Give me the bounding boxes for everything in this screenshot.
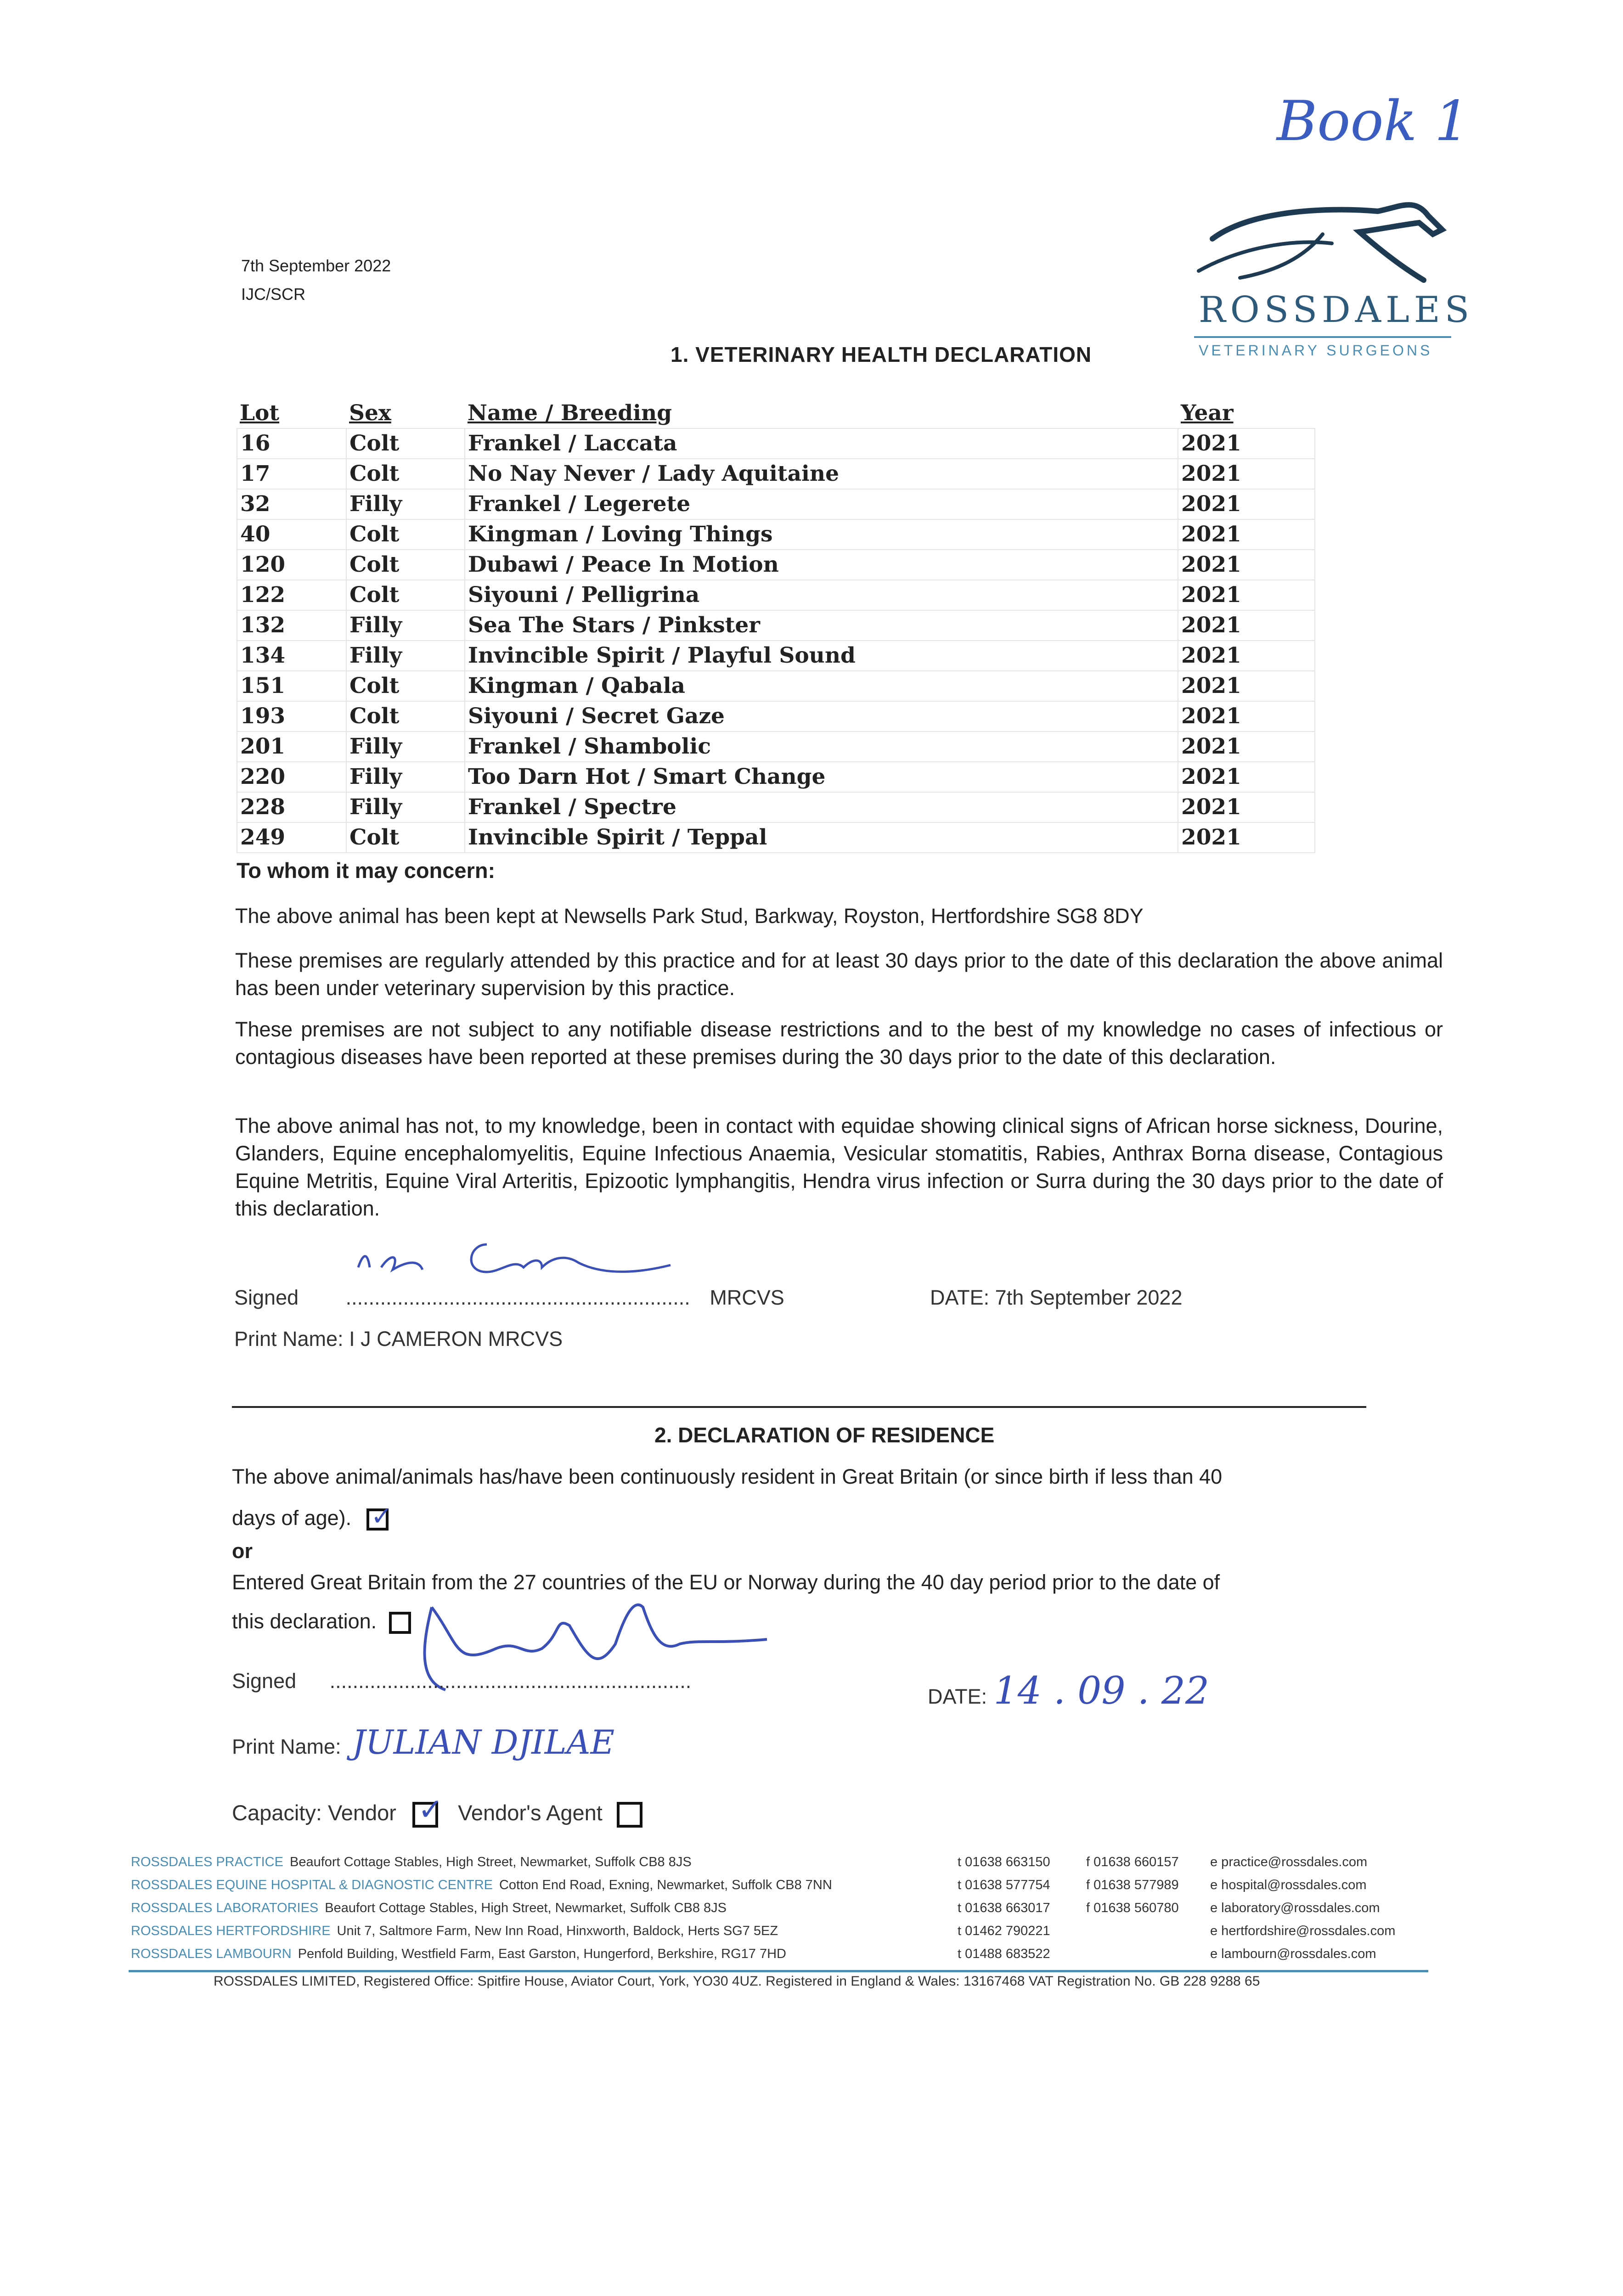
lot-cell: 151 <box>237 671 346 701</box>
footer-email[interactable]: e practice@rossdales.com <box>1210 1855 1368 1869</box>
year-cell: 2021 <box>1178 732 1315 762</box>
lot-cell: 40 <box>237 519 346 550</box>
name-breeding-cell: No Nay Never / Lady Aquitaine <box>465 459 1178 489</box>
footer-phone: t 01638 577754 <box>958 1878 1050 1892</box>
name-breeding-cell: Siyouni / Secret Gaze <box>465 701 1178 732</box>
footer-row <box>131 1942 1431 1965</box>
name-breeding-cell: Dubawi / Peace In Motion <box>465 550 1178 580</box>
name-breeding-cell: Frankel / Laccata <box>465 428 1178 459</box>
footer-phone: t 01488 683522 <box>958 1947 1050 1961</box>
name-breeding-cell: Frankel / Legerete <box>465 489 1178 519</box>
footer-address: Beaufort Cottage Stables, High Street, Newmarket, Suffolk CB8 8JS <box>325 1901 727 1915</box>
vet-print-name: Print Name: I J CAMERON MRCVS <box>234 1327 563 1351</box>
table-row <box>237 428 1315 459</box>
signed-suffix: MRCVS <box>710 1286 784 1309</box>
footer-phone: t 01638 663017 <box>958 1901 1050 1915</box>
footer-registered: ROSSDALES LIMITED, Registered Office: Spitfire House, Aviator Court, York, YO30 4UZ. Registered in England & Wales: 13167468 VAT Registration No. GB 228 9288 65 <box>214 1974 1260 1989</box>
lots-table <box>237 399 1315 853</box>
lot-cell: 120 <box>237 550 346 580</box>
table-row <box>237 762 1315 792</box>
footer-phone: t 01462 790221 <box>958 1924 1050 1938</box>
footer-fax: f 01638 577989 <box>1086 1878 1179 1892</box>
header-year: Year <box>1181 400 1234 426</box>
vendor-print-label: Print Name: <box>232 1735 341 1758</box>
table-row <box>237 580 1315 610</box>
lot-cell: 220 <box>237 762 346 792</box>
footer-practice-name: ROSSDALES LAMBOURN <box>131 1947 292 1961</box>
table-row <box>237 550 1315 580</box>
lot-cell: 249 <box>237 822 346 853</box>
horse-logo-icon <box>1185 179 1451 298</box>
table-row <box>237 519 1315 550</box>
signed-label: Signed <box>234 1286 299 1309</box>
sex-cell: Filly <box>346 792 465 822</box>
footer-practice-name: ROSSDALES HERTFORDSHIRE <box>131 1924 331 1938</box>
name-breeding-cell: Invincible Spirit / Teppal <box>465 822 1178 853</box>
footer-email[interactable]: e laboratory@rossdales.com <box>1210 1901 1380 1915</box>
sex-cell: Colt <box>346 428 465 459</box>
residence-line2: Entered Great Britain from the 27 countries of the EU or Norway during the 40 day period prior to the date of <box>232 1570 1220 1594</box>
lot-cell: 132 <box>237 610 346 641</box>
paragraph-location: The above animal has been kept at Newsells Park Stud, Barkway, Royston, Hertfordshire SG8 8DY <box>235 904 1144 928</box>
year-cell: 2021 <box>1178 671 1315 701</box>
residence-line2b: this declaration. <box>232 1609 377 1633</box>
lot-cell: 134 <box>237 641 346 671</box>
residence-line1: The above animal/animals has/have been continuously resident in Great Britain (or since birth if less than 40 <box>232 1465 1223 1488</box>
name-breeding-cell: Invincible Spirit / Playful Sound <box>465 641 1178 671</box>
logo-subtitle: VETERINARY SURGEONS <box>1199 342 1433 359</box>
footer-practice-name: ROSSDALES PRACTICE <box>131 1855 283 1869</box>
vet-declaration-date: DATE: 7th September 2022 <box>930 1286 1183 1309</box>
footer-address: Beaufort Cottage Stables, High Street, Newmarket, Suffolk CB8 8JS <box>289 1855 692 1869</box>
vendor-date-value: 14 . 09 . 22 <box>993 1669 1210 1713</box>
header-lot: Lot <box>240 400 280 426</box>
vendor-print-value: JULIAN DJILAE <box>352 1723 615 1761</box>
sex-cell: Colt <box>346 671 465 701</box>
resident-checkbox[interactable] <box>366 1502 393 1531</box>
year-cell: 2021 <box>1178 701 1315 732</box>
residence-or: or <box>232 1539 253 1563</box>
vendor-date-label: DATE: <box>928 1685 987 1708</box>
footer-email[interactable]: e hertfordshire@rossdales.com <box>1210 1924 1396 1938</box>
table-row <box>237 701 1315 732</box>
name-breeding-cell: Sea The Stars / Pinkster <box>465 610 1178 641</box>
lot-cell: 122 <box>237 580 346 610</box>
name-breeding-cell: Frankel / Shambolic <box>465 732 1178 762</box>
sex-cell: Colt <box>346 550 465 580</box>
footer-practice-name: ROSSDALES EQUINE HOSPITAL & DIAGNOSTIC CENTRE <box>131 1878 493 1892</box>
section-divider <box>232 1406 1366 1408</box>
sex-cell: Filly <box>346 489 465 519</box>
name-breeding-cell: Too Darn Hot / Smart Change <box>465 762 1178 792</box>
table-row <box>237 489 1315 519</box>
table-row <box>237 822 1315 853</box>
footer-fax: f 01638 660157 <box>1086 1855 1179 1869</box>
sex-cell: Colt <box>346 459 465 489</box>
lot-cell: 17 <box>237 459 346 489</box>
footer-address: Penfold Building, Westfield Farm, East Garston, Hungerford, Berkshire, RG17 7HD <box>298 1947 786 1961</box>
table-row <box>237 610 1315 641</box>
year-cell: 2021 <box>1178 580 1315 610</box>
footer-row <box>131 1896 1431 1919</box>
capacity-agent-label: Vendor's Agent <box>458 1801 603 1825</box>
footer-fax: f 01638 560780 <box>1086 1901 1179 1915</box>
checkmark-icon: ✓ <box>371 1502 393 1531</box>
year-cell: 2021 <box>1178 489 1315 519</box>
name-breeding-cell: Siyouni / Pelligrina <box>465 580 1178 610</box>
vendor-checkbox[interactable] <box>412 1792 444 1828</box>
sex-cell: Colt <box>346 580 465 610</box>
logo-wordmark: ROSSDALES <box>1199 289 1474 331</box>
name-breeding-cell: Frankel / Spectre <box>465 792 1178 822</box>
table-header-row <box>237 399 1315 428</box>
name-breeding-cell: Kingman / Loving Things <box>465 519 1178 550</box>
lot-cell: 16 <box>237 428 346 459</box>
name-breeding-cell: Kingman / Qabala <box>465 671 1178 701</box>
vet-signature <box>349 1226 680 1286</box>
vendor-agent-checkbox[interactable] <box>617 1802 642 1828</box>
section2-title: 2. DECLARATION OF RESIDENCE <box>654 1423 995 1447</box>
table-row <box>237 641 1315 671</box>
footer-email[interactable]: e hospital@rossdales.com <box>1210 1878 1367 1892</box>
vendor-signed-line: ............................................................... <box>329 1669 692 1693</box>
concern-heading: To whom it may concern: <box>237 858 496 883</box>
sex-cell: Filly <box>346 641 465 671</box>
sex-cell: Filly <box>346 732 465 762</box>
table-row <box>237 459 1315 489</box>
table-row <box>237 792 1315 822</box>
sex-cell: Filly <box>346 610 465 641</box>
sex-cell: Colt <box>346 519 465 550</box>
year-cell: 2021 <box>1178 822 1315 853</box>
year-cell: 2021 <box>1178 550 1315 580</box>
table-row <box>237 732 1315 762</box>
signed-line: ............................................................ <box>345 1286 690 1309</box>
header-name: Name / Breeding <box>468 400 672 426</box>
residence-line1b: days of age). <box>232 1506 352 1530</box>
section1-title: 1. VETERINARY HEALTH DECLARATION <box>671 343 1092 366</box>
footer-row <box>131 1874 1431 1896</box>
footer-address: Cotton End Road, Exning, Newmarket, Suffolk CB8 7NN <box>499 1878 832 1892</box>
footer-row <box>131 1851 1431 1874</box>
checkmark-icon: ✓ <box>418 1792 444 1826</box>
lot-cell: 228 <box>237 792 346 822</box>
paragraph-contact: The above animal has not, to my knowledge, been in contact with equidae showing clinical signs of African horse sickness, Dourine, Glanders, Equine encephalomyelitis, Equine Infectious Anaemia, Vesicular stomatitis, Rabies, Anthrax Borna disease, Contagious Equine Metritis, Equine Viral Arteritis, Epizootic lymphangitis, Hendra virus infection or Surra during the 30 days prior to the date of this declaration. <box>235 1114 1443 1220</box>
sex-cell: Colt <box>346 701 465 732</box>
letter-reference: IJC/SCR <box>241 285 306 304</box>
footer-addresses <box>131 1851 1431 1965</box>
sex-cell: Filly <box>346 762 465 792</box>
table-row <box>237 671 1315 701</box>
footer-address: Unit 7, Saltmore Farm, New Inn Road, Hinxworth, Baldock, Herts SG7 5EZ <box>337 1924 778 1938</box>
year-cell: 2021 <box>1178 428 1315 459</box>
lot-cell: 193 <box>237 701 346 732</box>
year-cell: 2021 <box>1178 641 1315 671</box>
lot-cell: 201 <box>237 732 346 762</box>
footer-practice-name: ROSSDALES LABORATORIES <box>131 1901 319 1915</box>
year-cell: 2021 <box>1178 762 1315 792</box>
footer-email[interactable]: e lambourn@rossdales.com <box>1210 1947 1376 1961</box>
year-cell: 2021 <box>1178 459 1315 489</box>
capacity-vendor-label: Capacity: Vendor <box>232 1801 396 1825</box>
rossdales-logo <box>1185 179 1474 372</box>
footer-row <box>131 1919 1431 1942</box>
letter-date: 7th September 2022 <box>241 256 391 275</box>
year-cell: 2021 <box>1178 519 1315 550</box>
year-cell: 2021 <box>1178 792 1315 822</box>
lot-cell: 32 <box>237 489 346 519</box>
footer-phone: t 01638 663150 <box>958 1855 1050 1869</box>
vendor-signed-label: Signed <box>232 1669 297 1693</box>
paragraph-restrictions: These premises are not subject to any notifiable disease restrictions and to the best of my knowledge no cases of infectious or contagious diseases have been reported at these premises during the 30 days prior to the date of this declaration. <box>235 1018 1443 1069</box>
handwritten-book-annotation: Book 1 <box>1277 90 1470 153</box>
sex-cell: Colt <box>346 822 465 853</box>
year-cell: 2021 <box>1178 610 1315 641</box>
header-sex: Sex <box>349 400 391 426</box>
paragraph-supervision: These premises are regularly attended by this practice and for at least 30 days prior to the date of this declaration the above animal has been under veterinary supervision by this practice. <box>235 949 1443 1000</box>
